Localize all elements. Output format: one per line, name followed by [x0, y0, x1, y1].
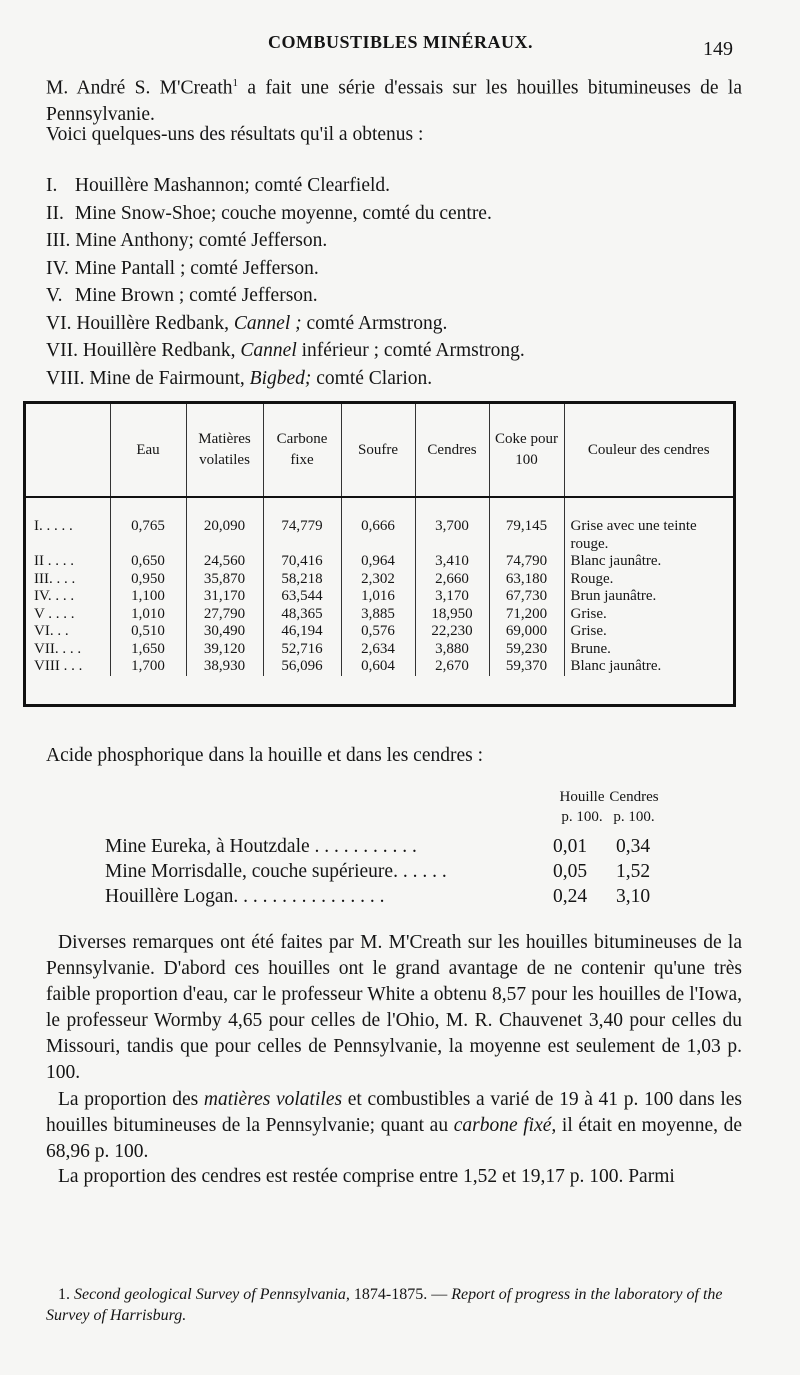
mine-number: IV.	[46, 257, 69, 279]
header-cell: Couleur des cendres	[564, 404, 733, 497]
cell-cendres: 2,670	[415, 658, 489, 676]
cell-soufre: 0,964	[341, 553, 415, 571]
table-row	[26, 497, 733, 553]
cell-soufre: 2,634	[341, 641, 415, 659]
cell-cendres: 3,700	[415, 497, 489, 553]
acid-houille-value: 0,01	[553, 836, 588, 857]
list-item	[46, 200, 746, 228]
cell-eau: 0,510	[110, 623, 186, 641]
acid-col-cendres	[601, 787, 667, 827]
cell-couleur: Blanc jaunâtre.	[564, 553, 733, 571]
acid-mine-name: Mine Morrisdalle, couche supérieure. . . . . .	[105, 861, 447, 882]
body-paragraph-2	[46, 1087, 742, 1165]
cell-carbone: 56,096	[263, 658, 341, 676]
body-paragraph-3: La proportion des cendres est restée comprise entre 1,52 et 19,17 p. 100. Parmi	[58, 1166, 675, 1187]
row-label: II . . . .	[34, 553, 74, 569]
cell-carbone: 74,779	[263, 497, 341, 553]
mine-name-pre: Houillère Redbank,	[76, 312, 234, 334]
cell-carbone: 58,218	[263, 571, 341, 589]
acid-row	[105, 836, 665, 862]
intro-paragraph	[46, 70, 742, 128]
header-cell	[26, 404, 110, 497]
cell-volatiles: 35,870	[186, 571, 263, 589]
cell-eau: 1,650	[110, 641, 186, 659]
cell-coke: 63,180	[489, 571, 564, 589]
mine-number: VIII.	[46, 367, 85, 389]
list-item	[46, 255, 746, 283]
mine-number: VII.	[46, 340, 78, 361]
acid-row	[105, 861, 665, 887]
acid-col-name: Cendres	[609, 789, 659, 805]
header-cell: Coke pour 100	[489, 404, 564, 497]
cell-cendres: 3,410	[415, 553, 489, 571]
mine-list	[46, 172, 746, 392]
cell-volatiles: 38,930	[186, 658, 263, 676]
header-cell: Cendres	[415, 404, 489, 497]
running-title: COMBUSTIBLES MINÉRAUX.	[268, 32, 534, 52]
cell-coke: 74,790	[489, 553, 564, 571]
mine-name: Mine Pantall ; comté Jefferson.	[74, 257, 319, 279]
cell-cendres: 3,170	[415, 588, 489, 606]
cell-carbone: 46,194	[263, 623, 341, 641]
cell-eau: 1,010	[110, 606, 186, 624]
analysis-table-frame	[23, 401, 736, 707]
mine-name-pre: Houillère Redbank,	[82, 340, 241, 361]
footnote	[46, 1284, 746, 1326]
mine-name: Mine Snow-Shoe; couche moyenne, comté du centre.	[74, 202, 492, 224]
cell-eau: 0,650	[110, 553, 186, 571]
cell-cendres: 3,880	[415, 641, 489, 659]
acid-row	[105, 886, 665, 912]
cell-carbone: 48,365	[263, 606, 341, 624]
acid-col-name: Houille	[559, 789, 605, 805]
p2-text-a: La proportion des	[58, 1089, 204, 1110]
cell-coke: 79,145	[489, 497, 564, 553]
acid-col-unit: p. 100.	[561, 809, 603, 825]
header-cell: Carbone fixe	[263, 404, 341, 497]
table-row	[26, 658, 733, 676]
cell-couleur: Rouge.	[564, 571, 733, 589]
cell-couleur: Grise avec une teinte rouge.	[564, 497, 733, 553]
cell-cendres: 18,950	[415, 606, 489, 624]
row-label: V . . . .	[34, 605, 75, 622]
table-header-row	[26, 404, 733, 497]
cell-volatiles: 30,490	[186, 623, 263, 641]
table-row	[26, 623, 733, 641]
cell-eau: 1,700	[110, 658, 186, 676]
cell-eau: 0,765	[110, 497, 186, 553]
cell-soufre: 0,604	[341, 658, 415, 676]
acid-cendres-value: 0,34	[616, 836, 651, 857]
acid-houille-value: 0,24	[553, 886, 588, 907]
p2-italic-volatiles: matières volatiles	[203, 1089, 343, 1110]
row-label: I. . . . .	[34, 518, 73, 534]
cell-couleur: Grise.	[564, 623, 733, 641]
cell-volatiles: 31,170	[186, 588, 263, 606]
intro-text-end: a fait une série d'essais sur les houilles bitumineuses de la Pennsylvanie.	[46, 77, 742, 125]
table-row	[26, 571, 733, 589]
header-cell: Soufre	[341, 404, 415, 497]
cell-coke: 71,200	[489, 606, 564, 624]
running-head	[0, 30, 800, 60]
mine-name-post: comté Armstrong.	[301, 312, 448, 334]
footnote-number: 1.	[58, 1286, 70, 1303]
cell-soufre: 3,885	[341, 606, 415, 624]
row-label: VII. . . .	[34, 640, 82, 657]
cell-soufre: 0,666	[341, 497, 415, 553]
mine-number: VI.	[46, 312, 72, 334]
cell-coke: 59,370	[489, 658, 564, 676]
row-label: VIII . . .	[34, 658, 83, 674]
body-paragraph-1: Diverses remarques ont été faites par M. M'Creath sur les houilles bitumineuses de la Pennsylvanie. D'abord ces houilles ont le grand avantage de ne contenir qu'une très faible proportion d'eau, car le professeur White a obtenu 8,57 pour les houilles de l'Iowa, le professeur Wormby 4,65 pour celles de l'Ohio, M. R. Chauvenet 3,40 pour celles du Missouri, tandis que pour celles de Pennsylvanie, la moyenne est seulement de 1,03 p. 100.	[46, 932, 742, 1083]
mine-name-italic: Cannel ;	[233, 312, 302, 334]
p2-italic-carbone: carbone fixé,	[453, 1115, 557, 1136]
page-number: 149	[703, 38, 733, 60]
table-row	[26, 588, 733, 606]
mine-name: Mine Brown ; comté Jefferson.	[74, 285, 318, 306]
table-row	[26, 606, 733, 624]
table-row	[26, 553, 733, 571]
list-item	[46, 310, 746, 338]
acid-cendres-value: 3,10	[616, 886, 651, 907]
table-row	[26, 641, 733, 659]
cell-soufre: 1,016	[341, 588, 415, 606]
acid-houille-value: 0,05	[553, 861, 588, 882]
footnote-years: 1874-1875. —	[349, 1286, 452, 1303]
cell-cendres: 2,660	[415, 571, 489, 589]
cell-carbone: 52,716	[263, 641, 341, 659]
mine-number: V.	[46, 285, 63, 306]
intro-text-start: M. André S. M'Creath	[46, 77, 233, 99]
cell-couleur: Brune.	[564, 641, 733, 659]
header-cell: Eau	[110, 404, 186, 497]
analysis-table	[26, 404, 733, 676]
cell-eau: 1,100	[110, 588, 186, 606]
list-item	[46, 365, 746, 393]
cell-eau: 0,950	[110, 571, 186, 589]
mine-name-italic: Cannel	[240, 340, 297, 361]
acid-title: Acide phosphorique dans la houille et dans les cendres :	[46, 745, 484, 766]
footnote-report: Report of progress in the laboratory of the Survey of Harrisburg.	[46, 1286, 723, 1324]
list-item	[46, 282, 746, 310]
acid-mine-name: Houillère Logan. . . . . . . . . . . . . . . .	[105, 886, 385, 907]
cell-couleur: Brun jaunâtre.	[564, 588, 733, 606]
mine-number: III.	[46, 230, 71, 251]
cell-coke: 67,730	[489, 588, 564, 606]
mine-name: Houillère Mashannon; comté Clearfield.	[74, 175, 391, 196]
row-label: VI. . .	[34, 623, 69, 639]
p2-text-b: et combustibles a varié de 19 à 41 p. 100 dans les houilles bitumineuses de la Pennsylvanie; quant au	[46, 1089, 742, 1136]
cell-volatiles: 20,090	[186, 497, 263, 553]
cell-couleur: Grise.	[564, 606, 733, 624]
cell-carbone: 70,416	[263, 553, 341, 571]
mine-name-italic: Bigbed;	[249, 367, 312, 389]
mine-name: Mine Anthony; comté Jefferson.	[75, 230, 328, 251]
intro-results-line: Voici quelques-uns des résultats qu'il a obtenus :	[46, 124, 424, 145]
mine-number: II.	[46, 202, 64, 224]
p2-text-c: il était en moyenne, de 68,96 p. 100.	[46, 1115, 743, 1162]
cell-couleur: Blanc jaunâtre.	[564, 658, 733, 676]
mine-name-post: inférieur ; comté Armstrong.	[296, 340, 525, 361]
cell-soufre: 2,302	[341, 571, 415, 589]
mine-name-pre: Mine de Fairmount,	[89, 367, 250, 389]
header-cell: Matières volatiles	[186, 404, 263, 497]
footnote-reference: 1	[232, 77, 239, 89]
cell-volatiles: 27,790	[186, 606, 263, 624]
acid-col-unit: p. 100.	[613, 809, 655, 825]
footnote-title: Second geological Survey of Pennsylvania,	[74, 1286, 350, 1303]
cell-volatiles: 39,120	[186, 641, 263, 659]
cell-cendres: 22,230	[415, 623, 489, 641]
cell-carbone: 63,544	[263, 588, 341, 606]
cell-coke: 59,230	[489, 641, 564, 659]
list-item	[46, 227, 746, 255]
acid-cendres-value: 1,52	[616, 861, 651, 882]
cell-volatiles: 24,560	[186, 553, 263, 571]
list-item	[46, 337, 746, 365]
mine-number: I.	[46, 175, 58, 196]
acid-mine-name: Mine Eureka, à Houtzdale . . . . . . . . . . .	[105, 836, 417, 857]
cell-coke: 69,000	[489, 623, 564, 641]
row-label: III. . . .	[34, 570, 76, 587]
cell-soufre: 0,576	[341, 623, 415, 641]
row-label: IV. . . .	[34, 588, 75, 604]
mine-name-post: comté Clarion.	[311, 367, 433, 389]
list-item	[46, 172, 746, 200]
